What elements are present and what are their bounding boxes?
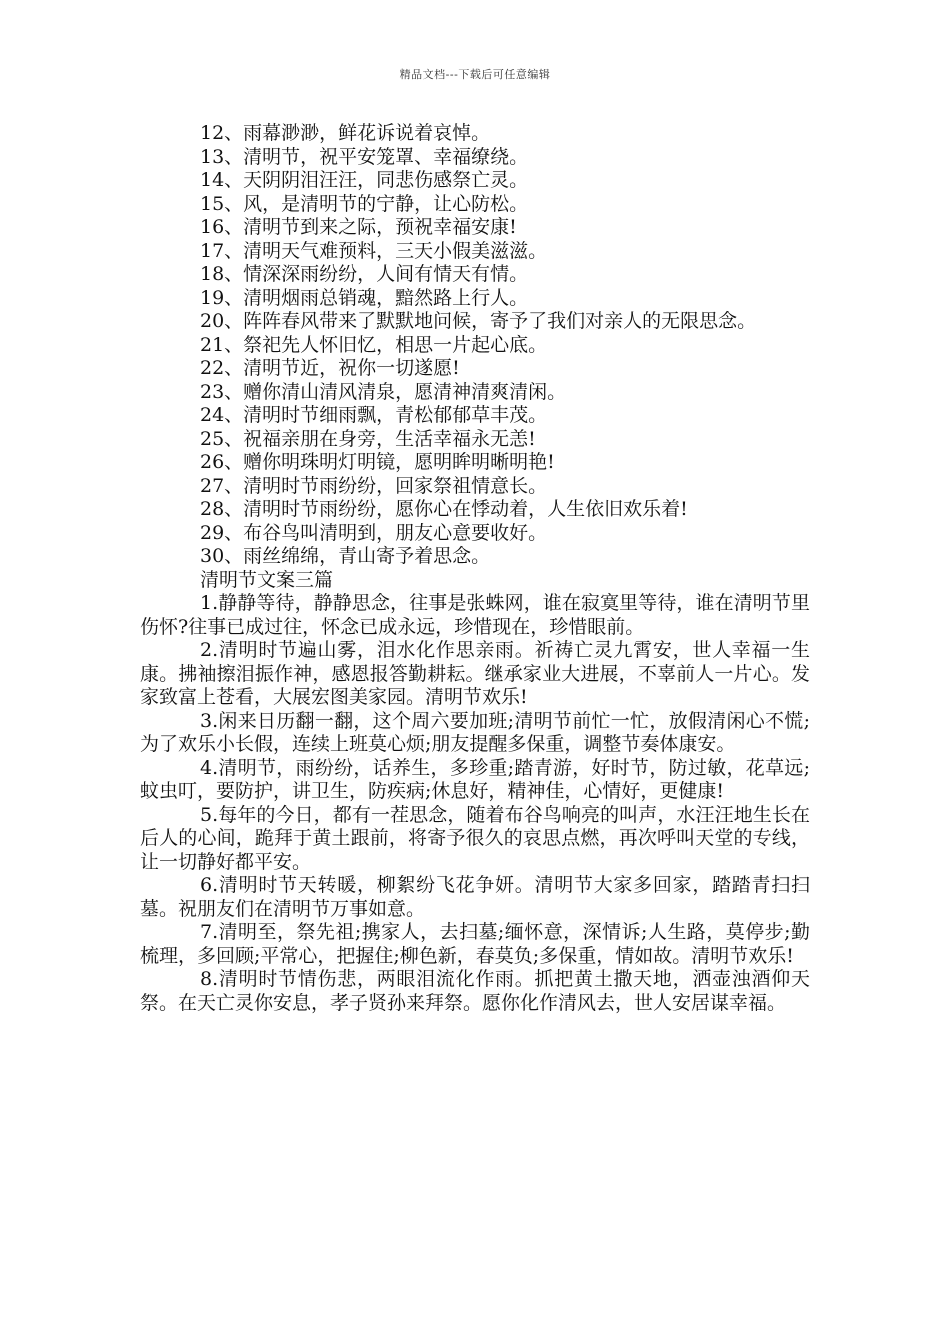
list-item: 30、雨丝绵绵，青山寄予着思念。 [200, 545, 491, 567]
paragraph: 6.清明时节天转暖，柳絮纷飞花争妍。清明节大家多回家，踏踏青扫扫墓。祝朋友们在清明节万事如意。 [140, 874, 810, 920]
list-item: 29、布谷鸟叫清明到，朋友心意要收好。 [200, 521, 548, 544]
document-body [140, 122, 810, 1015]
section-title: 清明节文案三篇 [200, 568, 334, 591]
list-item: 13、清明节，祝平安笼罩、幸福缭绕。 [200, 145, 529, 168]
list-item: 17、清明天气难预料，三天小假美滋滋。 [200, 239, 548, 262]
page-header: 精品文档---下载后可任意编辑 [399, 68, 551, 81]
paragraph: 3.闲来日历翻一翻，这个周六要加班;清明节前忙一忙，放假清闲心不慌;为了欢乐小长假，连续上班莫心烦;朋友提醒多保重，调整节奏体康安。 [140, 709, 810, 755]
list-item: 19、清明烟雨总销魂，黯然路上行人。 [200, 286, 529, 309]
list-item: 18、情深深雨纷纷，人间有情天有情。 [200, 263, 529, 285]
list-item: 12、雨幕渺渺，鲜花诉说着哀悼。 [200, 122, 491, 144]
paragraph: 7.清明至，祭先祖;携家人，去扫墓;缅怀意，深情诉;人生路，莫停步;勤梳理，多回顾;平常心，把握住;柳色新，春莫负;多保重，情如故。清明节欢乐! [140, 921, 810, 967]
list-item: 25、祝福亲朋在身旁，生活幸福永无恙! [200, 427, 536, 450]
list-item: 27、清明时节雨纷纷，回家祭祖情意长。 [200, 474, 548, 497]
list-item: 14、天阴阴泪汪汪，同悲伤感祭亡灵。 [200, 169, 529, 191]
paragraph: 8.清明时节情伤悲，两眼泪流化作雨。抓把黄土撒天地，洒壶浊酒仰天祭。在天亡灵你安息，孝子贤孙来拜祭。愿你化作清风去，世人安居谋幸福。 [140, 968, 810, 1014]
list-item: 22、清明节近，祝你一切遂愿! [200, 357, 460, 379]
list-item: 23、赠你清山清风清泉，愿清神清爽清闲。 [200, 380, 567, 403]
list-item: 28、清明时节雨纷纷，愿你心在悸动着，人生依旧欢乐着! [200, 498, 688, 520]
paragraph: 1.静静等待，静静思念，往事是张蛛网，谁在寂寞里等待，谁在清明节里伤怀?往事已成过往，怀念已成永远，珍惜现在，珍惜眼前。 [140, 592, 810, 638]
list-item: 26、赠你明珠明灯明镜，愿明眸明晰明艳! [200, 451, 555, 473]
list-item: 16、清明节到来之际，预祝幸福安康! [200, 216, 517, 238]
paragraph: 4.清明节，雨纷纷，话养生，多珍重;踏青游，好时节，防过敏，花草远;蚊虫叮，要防护，讲卫生，防疾病;休息好，精神佳，心情好，更健康! [140, 756, 810, 802]
list-item: 20、阵阵春风带来了默默地问候，寄予了我们对亲人的无限思念。 [200, 310, 757, 332]
paragraph: 2.清明时节遍山雾，泪水化作思亲雨。祈祷亡灵九霄安，世人幸福一生康。拂袖擦泪振作神，感恩报答勤耕耘。继承家业大进展，不辜前人一片心。发家致富上苍看，大展宏图美家园。清明节欢乐! [140, 639, 810, 708]
paragraph: 5.每年的今日，都有一茬思念，随着布谷鸟响亮的叫声，水汪汪地生长在后人的心间，跪拜于黄土跟前，将寄予很久的哀思点燃，再次呼叫天堂的专线，让一切静好都平安。 [140, 803, 810, 873]
list-item: 21、祭祀先人怀旧忆，相思一片起心底。 [200, 333, 548, 356]
list-item: 24、清明时节细雨飘，青松郁郁草丰茂。 [200, 404, 548, 426]
list-item: 15、风，是清明节的宁静，让心防松。 [200, 192, 529, 215]
